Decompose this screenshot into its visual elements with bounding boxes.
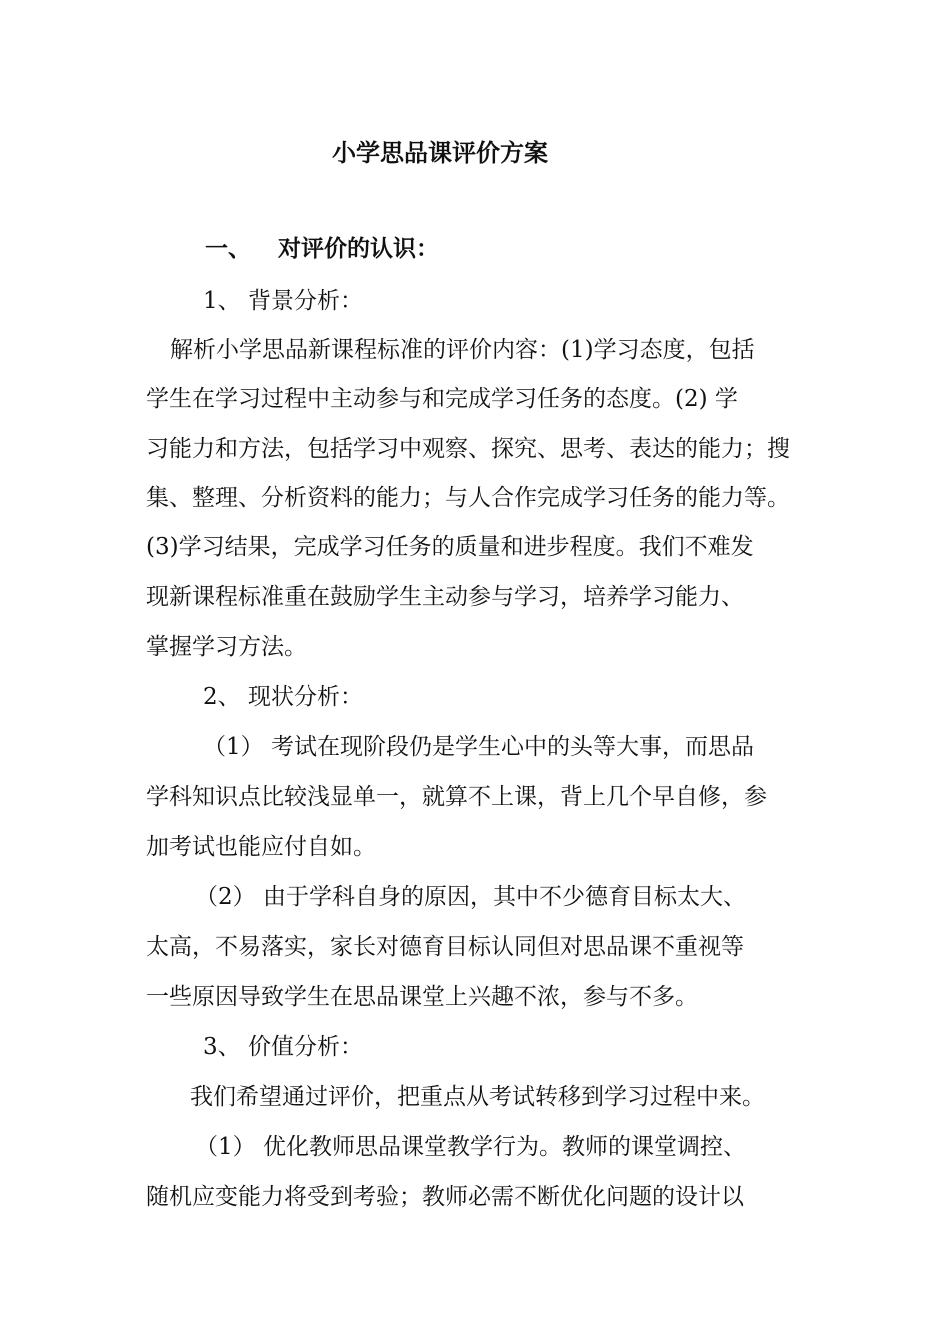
paragraph-line: 一些原因导致学生在思品课堂上兴趣不浓，参与不多。 xyxy=(146,984,698,1010)
paragraph-line: (3)学习结果，完成学习任务的质量和进步程度。我们不难发 xyxy=(146,534,754,560)
subheading-value: 3、 价值分析： xyxy=(203,1034,363,1060)
paragraph-line: 习能力和方法，包括学习中观察、探究、思考、表达的能力；搜 xyxy=(146,436,790,462)
paragraph-line: （2） 由于学科自身的原因，其中不少德育目标太大、 xyxy=(195,884,746,910)
paragraph-line: 随机应变能力将受到考验；教师必需不断优化问题的设计以 xyxy=(146,1184,744,1210)
document-title: 小学思品课评价方案 xyxy=(332,139,548,167)
section-heading-number: 一、 xyxy=(205,236,251,262)
subheading-status: 2、 现状分析： xyxy=(203,684,363,710)
paragraph-line: 加考试也能应付自如。 xyxy=(146,834,376,860)
paragraph-line: 解析小学思品新课程标准的评价内容：(1)学习态度，包括 xyxy=(170,337,755,363)
section-heading-label: 对评价的认识： xyxy=(278,236,439,262)
subheading-background: 1、 背景分析： xyxy=(203,288,363,314)
paragraph-line: （1） 优化教师思品课堂教学行为。教师的课堂调控、 xyxy=(195,1134,746,1160)
paragraph-line: 现新课程标准重在鼓励学生主动参与学习，培养学习能力、 xyxy=(146,584,744,610)
paragraph-line: 掌握学习方法。 xyxy=(146,634,307,660)
paragraph-line: （1） 考试在现阶段仍是学生心中的头等大事，而思品 xyxy=(203,734,754,760)
paragraph-line: 太高，不易落实，家长对德育目标认同但对思品课不重视等 xyxy=(146,934,744,960)
paragraph-line: 我们希望通过评价，把重点从考试转移到学习过程中来。 xyxy=(190,1084,765,1110)
paragraph-line: 集、整理、分析资料的能力；与人合作完成学习任务的能力等。 xyxy=(146,485,790,511)
paragraph-line: 学生在学习过程中主动参与和完成学习任务的态度。(2) 学 xyxy=(146,386,738,412)
paragraph-line: 学科知识点比较浅显单一，就算不上课，背上几个早自修，参 xyxy=(146,784,767,810)
